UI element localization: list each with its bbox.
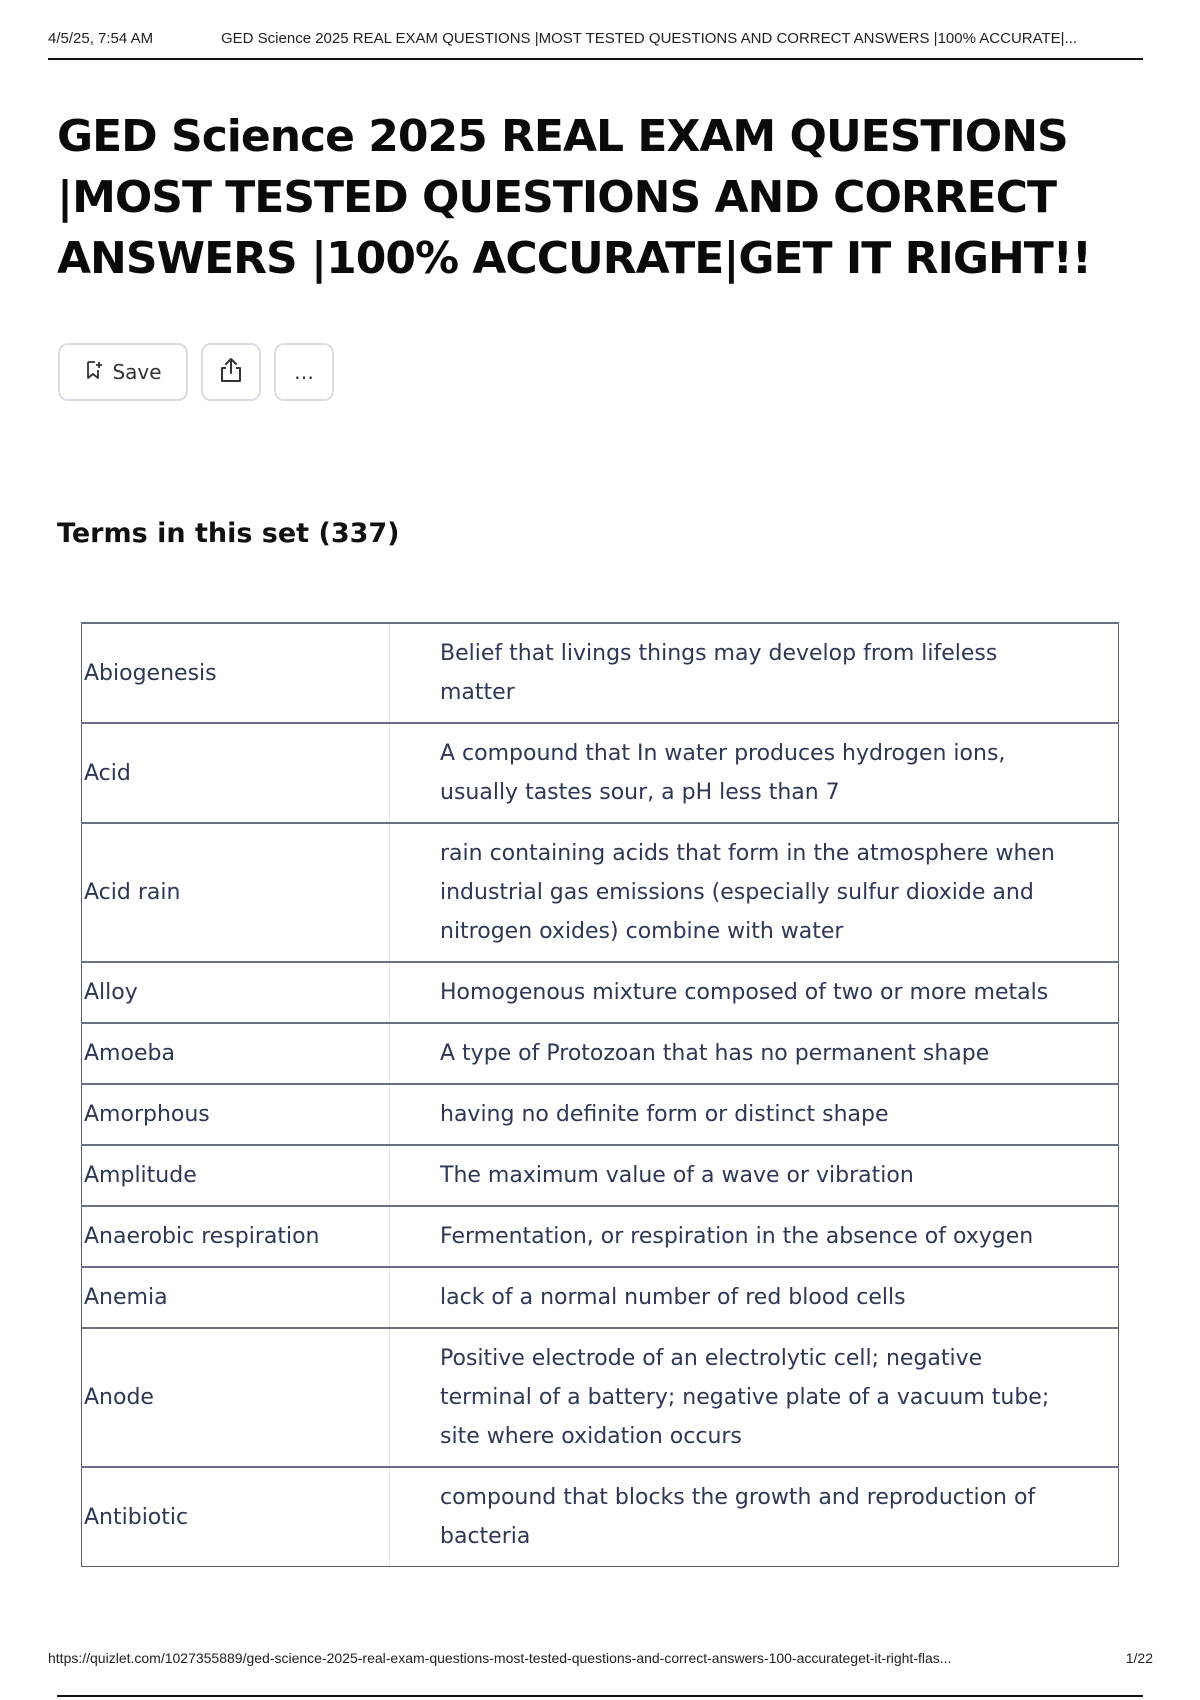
save-button[interactable] [58,343,188,401]
definition-cell: Belief that livings things may develop from lifeless matter [390,623,1119,723]
definition-cell: Positive electrode of an electrolytic cell; negative terminal of a battery; negative plate of a vacuum tube; site where oxidation occurs [390,1328,1119,1467]
bookmark-add-icon [84,360,104,385]
term-cell: Anaerobic respiration [82,1206,390,1267]
term-row [82,1467,1119,1567]
more-icon: … [294,360,314,384]
footer-rule [57,1695,1143,1697]
term-cell: Abiogenesis [82,623,390,723]
definition-cell: compound that blocks the growth and reproduction of bacteria [390,1467,1119,1567]
term-cell: Amoeba [82,1023,390,1084]
definition-cell: Fermentation, or respiration in the absence of oxygen [390,1206,1119,1267]
print-datetime: 4/5/25, 7:54 AM [48,30,154,47]
terms-table-body [82,623,1119,1567]
term-row [82,962,1119,1023]
definition-cell: having no definite form or distinct shape [390,1084,1119,1145]
definition-cell: A type of Protozoan that has no permanent shape [390,1023,1119,1084]
share-icon [218,356,244,389]
definition-cell: A compound that In water produces hydrogen ions, usually tastes sour, a pH less than 7 [390,723,1119,823]
more-options-button[interactable] [274,343,334,401]
term-cell: Amorphous [82,1084,390,1145]
print-doc-title: GED Science 2025 REAL EXAM QUESTIONS |MOST TESTED QUESTIONS AND CORRECT ANSWERS |100% ACCURATE|... [221,30,1078,47]
term-cell: Antibiotic [82,1467,390,1567]
save-label: Save [112,360,162,384]
term-cell: Acid rain [82,823,390,962]
page-indicator: 1/22 [1125,1650,1153,1666]
term-row [82,1023,1119,1084]
term-row [82,623,1119,723]
definition-cell: Homogenous mixture composed of two or more metals [390,962,1119,1023]
terms-table [81,622,1119,1567]
term-cell: Amplitude [82,1145,390,1206]
print-header [48,26,1143,60]
definition-cell: lack of a normal number of red blood cells [390,1267,1119,1328]
term-cell: Anode [82,1328,390,1467]
term-row [82,1084,1119,1145]
definition-cell: The maximum value of a wave or vibration [390,1145,1119,1206]
term-row [82,1206,1119,1267]
term-row [82,1145,1119,1206]
terms-heading: Terms in this set (337) [57,518,400,549]
term-cell: Anemia [82,1267,390,1328]
definition-cell: rain containing acids that form in the atmosphere when industrial gas emissions (especially sulfur dioxide and nitrogen oxides) combine with water [390,823,1119,962]
print-url: https://quizlet.com/1027355889/ged-science-2025-real-exam-questions-most-tested-questions-and-correct-answers-100-accurateget-it-right-flas... [48,1650,952,1666]
page-title: GED Science 2025 REAL EXAM QUESTIONS |MOST TESTED QUESTIONS AND CORRECT ANSWERS |100% ACCURATE|GET IT RIGHT!! [57,111,1091,284]
term-cell: Acid [82,723,390,823]
share-button[interactable] [201,343,261,401]
term-row [82,823,1119,962]
term-cell: Alloy [82,962,390,1023]
term-row [82,1328,1119,1467]
term-row [82,1267,1119,1328]
term-row [82,723,1119,823]
